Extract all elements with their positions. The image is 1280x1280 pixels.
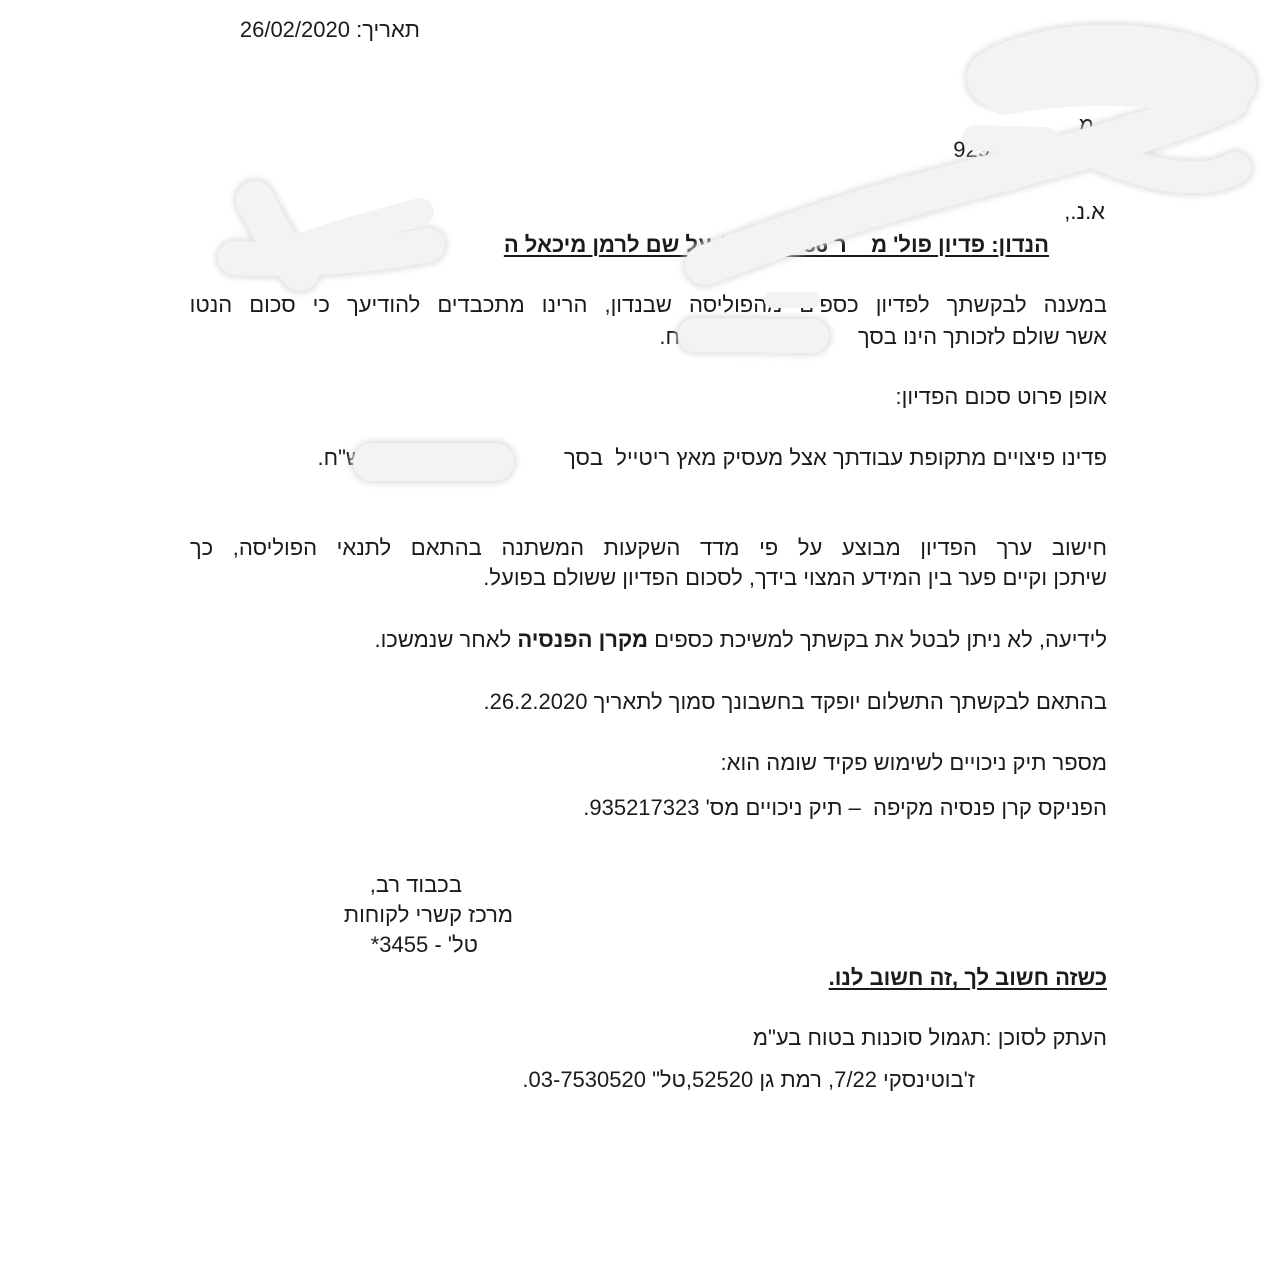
notice-text-start: לידיעה, לא ניתן לבטל את בקשתך למשיכת כספים — [648, 627, 1107, 652]
paragraph-1-line-2: אשר שולם לזכותך הינו בסך — [857, 324, 1107, 349]
redaction-scribble — [995, 53, 1228, 82]
redaction-scribble — [1005, 86, 1225, 100]
paragraph-1-line-1: במענה לבקשתך לפדיון כספים מהפוליסה שבנדון, הרינו מתכבדים להודיעך כי סכום הנטו — [189, 292, 1107, 317]
redaction-scribble — [1095, 152, 1235, 177]
paragraph-1-line-2-tail: ח. — [659, 324, 680, 349]
signature-department: מרכז קשרי לקוחות — [343, 902, 513, 927]
recipient-line-1: מ — [1078, 112, 1094, 137]
notice-text-end: לאחר שנמשכו. — [374, 627, 518, 652]
redaction-scribble — [255, 200, 300, 272]
notice-line — [374, 627, 1107, 653]
breakdown-heading: אופן פרוט סכום הפדיון: — [895, 384, 1107, 409]
signature-phone: טל' - 3455* — [370, 932, 478, 957]
redaction-scribble — [235, 245, 428, 259]
notice-text-bold: מקרן הפנסיה — [517, 627, 649, 652]
breakdown-item: פדינו פיצויים מתקופת עבודתך אצל מעסיק מאץ ריטייל בסך — [563, 445, 1107, 470]
recipient-line-2-text: שלי — [1071, 137, 1105, 162]
copy-to-line: העתק לסוכן :תגמול סוכנות בטוח בע"מ — [752, 1025, 1107, 1050]
tax-file-intro: מספר תיק ניכויים לשימוש פקיד שומה הוא: — [720, 750, 1107, 775]
redaction-scribble — [235, 245, 428, 259]
slogan: כשזה חשוב לך ,זה חשוב לנו. — [828, 965, 1107, 990]
recipient-line-2-number: 929 — [953, 137, 990, 162]
redaction-scribble — [995, 53, 1228, 82]
date-line: תאריך: 26/02/2020 — [239, 17, 420, 42]
redaction-scribble — [255, 200, 300, 272]
redaction-scribble — [695, 335, 812, 336]
redaction-scribble — [1095, 152, 1235, 177]
subject-line: הנדון: פדיון פול' מ ר 086 114 על שם לרמן מיכאל ה — [503, 232, 1049, 257]
redaction-scribble — [695, 335, 812, 336]
redaction-scribble — [295, 212, 420, 250]
agent-address-line: ז'בוטינסקי 7/22, רמת גן 52520,טל" 03-7530520. — [522, 1067, 975, 1092]
signature-closing: בכבוד רב, — [369, 872, 462, 897]
paragraph-2-line-2: שיתכן וקיים פער בין המידע המצוי בידך, לסכום הפדיון ששולם בפועל. — [483, 565, 1107, 590]
breakdown-item-tail: ש"ח. — [317, 445, 362, 470]
tax-file-number-line: הפניקס קרן פנסיה מקיפה – תיק ניכויים מס' 935217323. — [583, 795, 1107, 820]
paragraph-2-line-1: חישוב ערך הפדיון מבוצע על פי מדד השקעות המשתנה בהתאם לתנאי הפוליסה, כך — [189, 535, 1107, 560]
salutation: א.נ., — [1064, 199, 1105, 224]
deposit-line: בהתאם לבקשתך התשלום יופקד בחשבונך סמוך לתאריך 26.2.2020. — [483, 689, 1107, 714]
